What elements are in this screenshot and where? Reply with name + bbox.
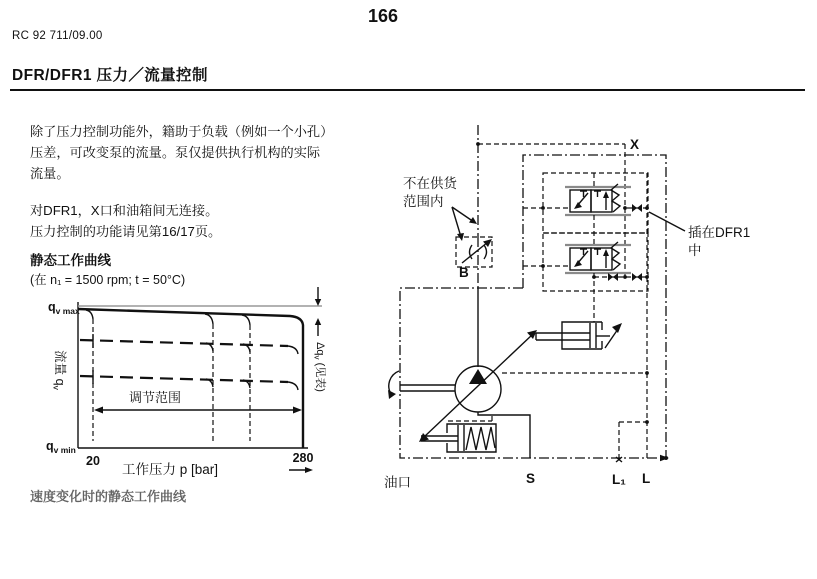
port-label-s: S bbox=[526, 471, 536, 486]
pump-symbol bbox=[388, 288, 530, 458]
y-axis-title: 流量 $q_v$ bbox=[51, 350, 67, 390]
x-tick-280: 280 bbox=[292, 451, 314, 465]
fr-valve-box bbox=[543, 233, 648, 291]
droop-label: $\Delta q_v$ (见表) bbox=[312, 342, 326, 392]
pressure-guide-lines bbox=[86, 310, 250, 441]
orifice-icon-dfr1 bbox=[632, 204, 642, 212]
svg-text:插在DFR1: 插在DFR1 bbox=[688, 225, 751, 240]
svg-text:范围内: 范围内 bbox=[403, 194, 444, 209]
spring-icon bbox=[466, 427, 495, 450]
static-characteristic-chart bbox=[35, 288, 335, 483]
dfr1-note-paragraph bbox=[30, 200, 360, 242]
droop-marker bbox=[315, 287, 321, 336]
title-rule bbox=[10, 89, 805, 91]
shaft-rotation-arrow bbox=[389, 371, 399, 394]
intro-paragraph bbox=[30, 121, 360, 184]
l1-port-line bbox=[616, 422, 647, 462]
counter-cylinder bbox=[421, 415, 496, 452]
svg-text:中: 中 bbox=[688, 243, 702, 258]
stroking-cylinder bbox=[536, 322, 622, 349]
port-label-l: L bbox=[642, 471, 651, 486]
ports-caption: 油口 bbox=[384, 475, 411, 490]
x-tick-20: 20 bbox=[86, 454, 100, 468]
x-direction-arrow bbox=[289, 467, 313, 473]
curve-condition: (在 n₁ = 1500 rpm; t = 50°C) bbox=[30, 273, 186, 287]
y-min-label: $q_{v min}$ bbox=[46, 439, 76, 455]
document-code: RC 92 711/09.00 bbox=[12, 30, 103, 42]
pump-outlet-line bbox=[478, 412, 530, 458]
plug-dfr1-callout bbox=[649, 212, 750, 258]
pressure-valve-symbol bbox=[565, 184, 631, 215]
port-label-x: X bbox=[630, 137, 640, 152]
intro-line-2: 压差，可改变泵的流量。泵仅提供执行机构的实际 bbox=[30, 145, 321, 160]
dashed-flow-curves bbox=[80, 334, 298, 390]
intro-line-1: 除了压力控制功能外，籍助于负载（例如一个小孔） bbox=[30, 124, 334, 139]
control-range-arrow bbox=[94, 407, 302, 414]
port-label-l1: L₁ bbox=[612, 472, 626, 487]
y-max-label: $q_{v max}$ bbox=[48, 300, 80, 316]
junction-dot bbox=[476, 142, 480, 146]
flow-valve-symbol bbox=[565, 242, 631, 273]
dfr1-note-line-2: 压力控制的功能请见第16/17页。 bbox=[30, 224, 222, 239]
control-range-label: 调节范围 bbox=[128, 390, 182, 405]
dr-valve-box bbox=[543, 173, 648, 233]
port-label-b: B bbox=[459, 265, 469, 280]
page-title: DFR/DFR1 压力／流量控制 bbox=[12, 67, 208, 84]
intro-line-3: 流量。 bbox=[30, 166, 70, 181]
throttle-icon bbox=[456, 237, 492, 288]
svg-text:不在供货: 不在供货 bbox=[403, 176, 457, 191]
curve-section-heading: 静态工作曲线 bbox=[30, 253, 111, 268]
hydraulic-circuit-diagram bbox=[380, 110, 782, 505]
not-in-scope-callout bbox=[403, 175, 477, 241]
page-number: 166 bbox=[367, 6, 399, 26]
dfr1-note-line-1: 对DFR1，X口和油箱间无连接。 bbox=[30, 203, 219, 218]
clipped-next-heading: 速度变化时的静态工作曲线 bbox=[30, 489, 187, 504]
x-axis-title: 工作压力 p [bar] bbox=[121, 462, 219, 477]
